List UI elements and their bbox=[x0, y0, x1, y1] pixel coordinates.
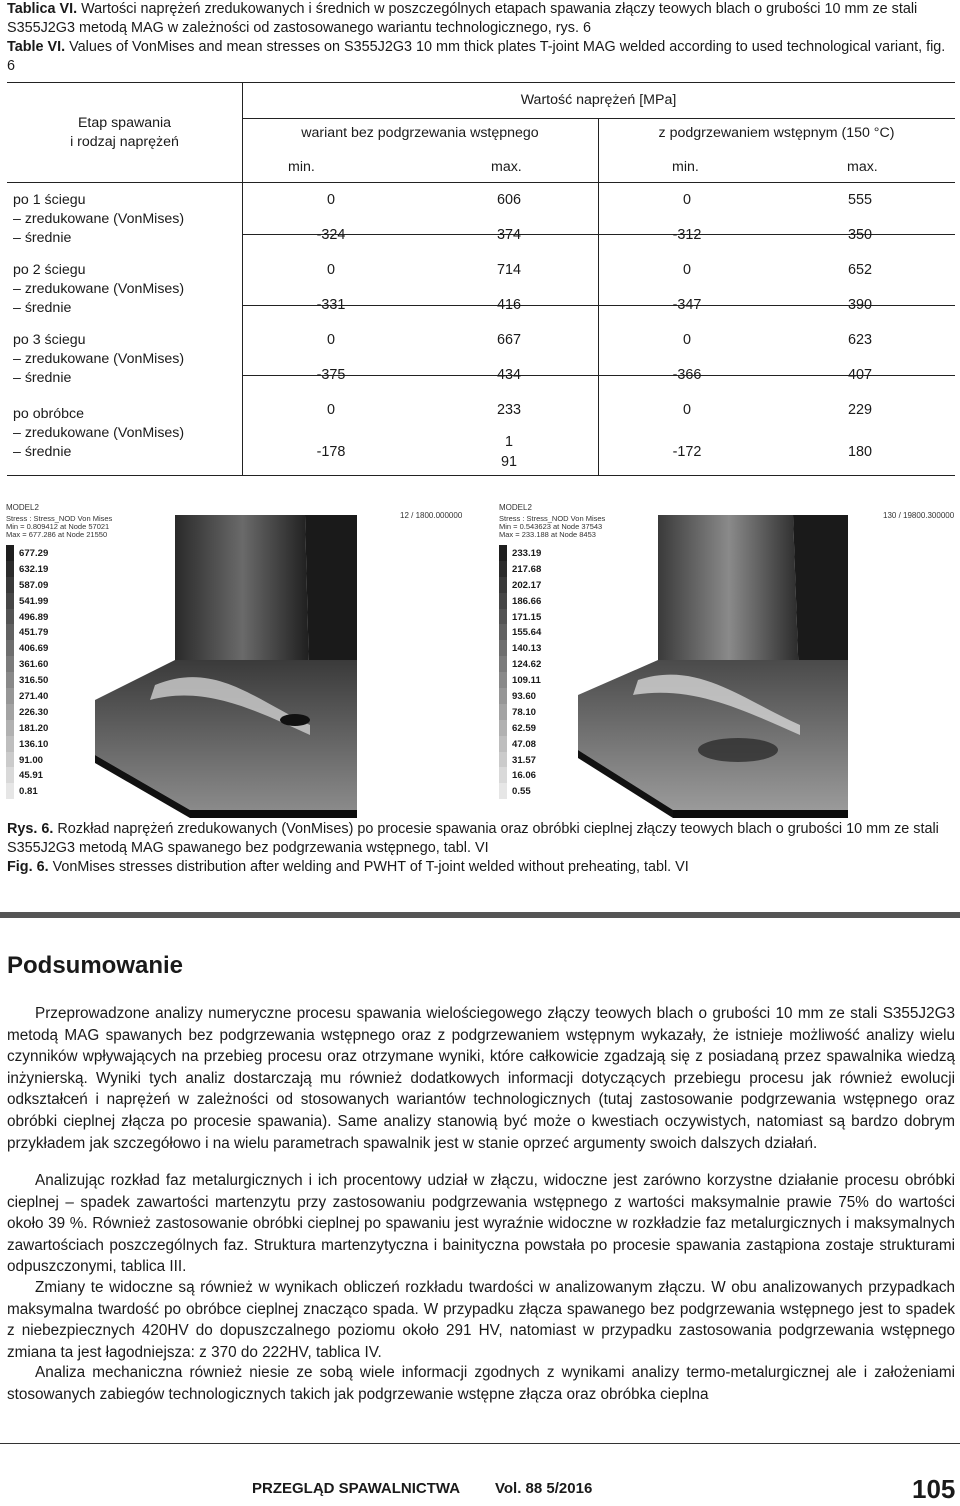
table-caption-en-label: Table VI. bbox=[7, 39, 66, 55]
row-stage-1: po 1 ściegu – zredukowane (VonMises) – średnie bbox=[13, 192, 185, 246]
weld-model-render bbox=[578, 510, 958, 818]
fig-model: MODEL2 bbox=[6, 503, 39, 512]
legend-value: 47.08 bbox=[512, 738, 537, 750]
legend-value: 171.15 bbox=[512, 611, 542, 623]
table-caption-pl-label: Tablica VI. bbox=[7, 1, 78, 17]
legend-value: 361.60 bbox=[19, 659, 49, 671]
legend-value: 31.57 bbox=[512, 754, 537, 766]
legend-value: 186.66 bbox=[512, 595, 542, 607]
legend-value: 45.91 bbox=[19, 770, 44, 782]
legend-swatch bbox=[6, 688, 14, 704]
section-title: Podsumowanie bbox=[7, 952, 184, 979]
legend-swatch bbox=[6, 704, 14, 720]
cell: -347 bbox=[672, 297, 702, 313]
cell: 0 bbox=[682, 192, 691, 208]
row-stage-3: po 3 ściegu – zredukowane (VonMises) – średnie bbox=[13, 332, 185, 386]
fig-max: Max = 677.286 at Node 21550 bbox=[6, 530, 108, 539]
legend-swatch bbox=[499, 624, 507, 640]
legend-swatch bbox=[499, 752, 507, 768]
header-value: Wartość naprężeń [MPa] bbox=[520, 92, 677, 108]
fig-stress: Stress : Stress_NOD Von Mises bbox=[6, 514, 113, 523]
cell: -375 bbox=[316, 367, 346, 383]
cell: 1 bbox=[504, 434, 513, 450]
figure-caption-en bbox=[7, 858, 955, 877]
cell: 606 bbox=[496, 192, 521, 208]
legend-swatch bbox=[499, 704, 507, 720]
cell: -172 bbox=[672, 444, 702, 460]
legend-value: 217.68 bbox=[512, 563, 542, 575]
figure-caption-pl bbox=[7, 820, 955, 858]
weld-model-render bbox=[95, 510, 465, 818]
fig-min: Min = 0.809412 at Node 57021 bbox=[6, 522, 110, 531]
cell: 407 bbox=[847, 367, 872, 383]
legend-swatch bbox=[499, 672, 507, 688]
row-stage-4: po obróbce – zredukowane (VonMises) – średnie bbox=[13, 406, 185, 460]
legend-swatch bbox=[6, 672, 14, 688]
fig-time: 130 / 19800.300000 bbox=[883, 511, 955, 520]
legend-swatch bbox=[499, 783, 507, 799]
legend-value: 496.89 bbox=[19, 611, 49, 623]
legend-swatch bbox=[499, 577, 507, 593]
legend-swatch bbox=[6, 767, 14, 783]
cell: 667 bbox=[496, 332, 521, 348]
cell: 0 bbox=[682, 262, 691, 278]
legend-swatch bbox=[6, 561, 14, 577]
cell: 0 bbox=[326, 402, 335, 418]
figure-right bbox=[493, 500, 958, 818]
legend-value: 271.40 bbox=[19, 691, 49, 703]
legend-value: 0.55 bbox=[512, 786, 531, 798]
legend-value: 140.13 bbox=[512, 643, 542, 655]
cell: 0 bbox=[326, 332, 335, 348]
legend-value: 226.30 bbox=[19, 706, 49, 718]
legend-swatch bbox=[6, 736, 14, 752]
cell: 180 bbox=[847, 444, 872, 460]
section-divider bbox=[0, 912, 960, 918]
table-caption-en-text: Values of VonMises and mean stresses on S355J2G3 10 mm thick plates T-joint MAG welded according to used technological variant, fig. 6 bbox=[7, 39, 946, 74]
legend-swatch bbox=[499, 545, 507, 561]
legend-value: 632.19 bbox=[19, 563, 49, 575]
figure-left bbox=[0, 500, 465, 818]
cell: 0 bbox=[326, 262, 335, 278]
header-max-1: max. bbox=[491, 159, 522, 175]
cell: 0 bbox=[682, 402, 691, 418]
page-number: 105 bbox=[912, 1474, 956, 1504]
cell: 555 bbox=[847, 192, 872, 208]
paragraph-3: Zmiany te widoczne są również w wynikach obliczeń rozkładu twardości w analizowanym złączu. W obu analizowanych przypadkach maksymalna twardość po obróbce cieplnej znacząco spada. W przypadku złącza spawanego bez podgrzewania wstępnego jest to spadek z niebezpiecznych 420HV do dopuszczalnego poziomu około 291 HV, natomiast w przypadku zastosowania podgrzewania wstępnego zmiana ta jest łagodniejsza: z 370 do 222HV, tablica IV. bbox=[7, 1279, 955, 1361]
legend-swatch bbox=[6, 577, 14, 593]
cell: 0 bbox=[326, 192, 335, 208]
stress-table bbox=[7, 82, 955, 476]
legend-value: 91.00 bbox=[19, 754, 44, 766]
fig-min: Min = 0.543623 at Node 37543 bbox=[499, 522, 603, 531]
cell: 434 bbox=[496, 367, 521, 383]
footer-volume: Vol. 88 5/2016 bbox=[495, 1480, 593, 1497]
legend-swatch bbox=[499, 688, 507, 704]
legend-swatch bbox=[6, 609, 14, 625]
cell: 623 bbox=[847, 332, 872, 348]
legend-swatch bbox=[499, 656, 507, 672]
cell: -312 bbox=[672, 227, 702, 243]
legend-swatch bbox=[499, 767, 507, 783]
table-caption-pl bbox=[7, 0, 955, 38]
paragraph-1: Przeprowadzone analizy numeryczne procesu spawania wielościegowego złączy teowych blach o grubości 10 mm ze stali S355J2G3 metodą MAG spawanych bez podgrzewania wstępnego oraz z podgrzewaniem wstępnym wykazały, że istnieje możliwość analizy wielu czynników wpływających na przebieg procesu oraz otrzymane wyniki, które całkowicie zgadzają się z posiadaną przez spawalnika wiedzą inżynierską. Wyniki tych analiz dostarczają mu również dodatkowych informacji dotyczących przebiegu procesu jak również ewolucji odkształceń i naprężeń w zależności od stosowanych wariantów technologicznych (tutaj zastosowanie podgrzewania wstępnego oraz obróbki cieplnej złącza po procesie spawania). Same analizy stanowią być może o kwestiach oczywistych, natomiast są bardzo dobrym przykładem jak szczegółowo i na wielu parametrach spawalnik jest w stanie oprzeć argumenty swoich dalszych działań. bbox=[7, 1005, 955, 1152]
legend-value: 233.19 bbox=[512, 548, 542, 559]
figure-caption-pl-text: Rozkład naprężeń zredukowanych (VonMises) po procesie spawania oraz obróbki cieplnej złączy teowych blach o grubości 10 mm ze stali S355J2G3 metodą MAG spawanego bez podgrzewania wstępnego, tabl. VI bbox=[7, 821, 939, 856]
legend-swatch bbox=[6, 593, 14, 609]
fig-time: 12 / 1800.000000 bbox=[400, 511, 463, 520]
legend-swatch bbox=[6, 783, 14, 799]
legend-value: 587.09 bbox=[19, 579, 49, 591]
cell: 229 bbox=[847, 402, 872, 418]
footer-rule bbox=[0, 1443, 960, 1444]
legend-swatch bbox=[6, 624, 14, 640]
legend-swatch bbox=[6, 545, 14, 561]
row-stage-2: po 2 ściegu – zredukowane (VonMises) – średnie bbox=[13, 262, 185, 316]
legend-value: 78.10 bbox=[512, 706, 537, 718]
figure-caption-en-text: VonMises stresses distribution after welding and PWHT of T-joint welded without preheating, tabl. VI bbox=[48, 859, 689, 875]
cell: 0 bbox=[682, 332, 691, 348]
cell: -178 bbox=[316, 444, 346, 460]
legend-value: 93.60 bbox=[512, 691, 537, 703]
legend-swatch bbox=[499, 640, 507, 656]
cell: 350 bbox=[847, 227, 872, 243]
legend-swatch bbox=[6, 752, 14, 768]
legend-value: 16.06 bbox=[512, 770, 537, 782]
figure-caption-en-label: Fig. 6. bbox=[7, 859, 49, 875]
header-stage-line2: i rodzaj naprężeń bbox=[70, 134, 179, 150]
legend-value: 109.11 bbox=[512, 675, 541, 687]
table-caption-pl-text: Wartości naprężeń zredukowanych i średnich w poszczególnych etapach spawania złączy teowych blach o grubości 10 mm ze stali S355J2G3 metodą MAG w zależności od zastosowanego wariantu technologicznego, rys. 6 bbox=[7, 1, 918, 36]
cell: -324 bbox=[316, 227, 346, 243]
table-caption-en bbox=[7, 38, 955, 76]
legend-swatch bbox=[499, 736, 507, 752]
figure-caption-pl-label: Rys. 6. bbox=[7, 821, 54, 837]
legend-value: 541.99 bbox=[19, 595, 49, 607]
legend-swatch bbox=[499, 593, 507, 609]
legend-swatch bbox=[499, 720, 507, 736]
legend-value: 136.10 bbox=[19, 738, 49, 750]
header-stage bbox=[7, 114, 242, 152]
header-stage-line1: Etap spawania bbox=[77, 115, 172, 131]
legend-value: 181.20 bbox=[19, 722, 49, 734]
legend-swatch bbox=[6, 656, 14, 672]
cell: 416 bbox=[496, 297, 521, 313]
header-variant1: wariant bez podgrzewania wstępnego bbox=[301, 125, 539, 141]
cell: 390 bbox=[847, 297, 872, 313]
legend-swatch bbox=[499, 609, 507, 625]
fig-stress: Stress : Stress_NOD Von Mises bbox=[499, 514, 606, 523]
cell: -331 bbox=[316, 297, 346, 313]
legend-value: 0.81 bbox=[19, 786, 38, 798]
header-variant2: z podgrzewaniem wstępnym (150 °C) bbox=[658, 125, 895, 141]
cell: 374 bbox=[496, 227, 521, 243]
cell: -366 bbox=[672, 367, 702, 383]
paragraph-4: Analiza mechaniczna również niesie ze sobą wiele informacji zgodnych z wynikami analizy termo-metalurgicznej ale i założeniami stosowanych zabiegów technologicznych takich jak podgrzewanie wstępne złącza oraz obróbka cieplna bbox=[7, 1364, 955, 1403]
fig-max: Max = 233.188 at Node 8453 bbox=[499, 530, 596, 539]
legend-value: 202.17 bbox=[512, 579, 542, 591]
legend-swatch bbox=[6, 640, 14, 656]
cell: 91 bbox=[500, 454, 517, 470]
header-min-1: min. bbox=[288, 159, 315, 175]
fig-model: MODEL2 bbox=[499, 503, 532, 512]
legend-value: 62.59 bbox=[512, 722, 537, 734]
paragraph-2: Analizując rozkład faz metalurgicznych i ich procentowy udział w złączu, widoczne jest zarówno korzystne działanie procesu obróbki cieplnej – spadek zawartości martenzytu przy zastosowaniu podgrzewania wstępnego z wartości maksymalnie prawie 75% do wartości około 39 %. Również zastosowanie obróbki cieplnej po spawaniu jest wyraźnie widoczne w rozkładzie faz metalurgicznych i maksymalnych zawartościach poszczególnych faz. Struktura martenzytyczna i bainityczna powstała po procesie spawania zastąpiona zostaje strukturami odpuszczonymi, tablica III. bbox=[7, 1172, 955, 1276]
legend-value: 124.62 bbox=[512, 659, 542, 671]
cell: 652 bbox=[847, 262, 872, 278]
header-min-2: min. bbox=[672, 159, 699, 175]
legend-swatch bbox=[6, 720, 14, 736]
legend-value: 451.79 bbox=[19, 627, 49, 639]
footer-journal: PRZEGLĄD SPAWALNICTWA bbox=[252, 1480, 461, 1497]
cell: 714 bbox=[496, 262, 521, 278]
header-max-2: max. bbox=[847, 159, 878, 175]
legend-value: 316.50 bbox=[19, 675, 49, 687]
legend-value: 406.69 bbox=[19, 643, 49, 655]
legend-value: 155.64 bbox=[512, 627, 542, 639]
legend-swatch bbox=[499, 561, 507, 577]
cell: 233 bbox=[496, 402, 521, 418]
legend-value: 677.29 bbox=[19, 548, 49, 559]
